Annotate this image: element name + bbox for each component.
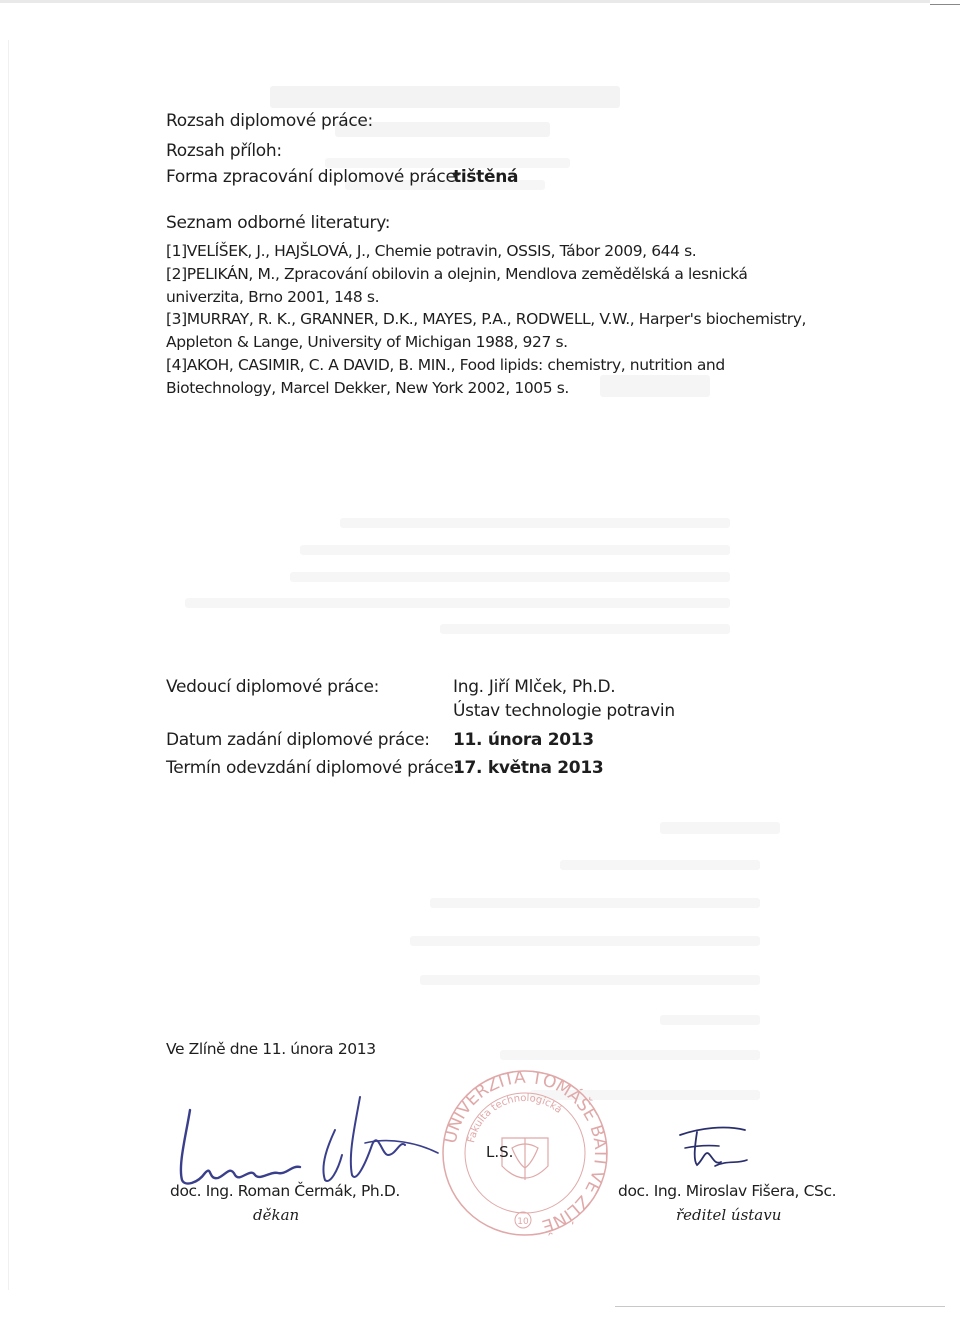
supervisor-department: Ústav technologie potravin	[453, 701, 675, 721]
stamp-inner-text: Fakulta technologická	[466, 1092, 564, 1144]
literature-line: [2]PELIKÁN, M., Zpracování obilovin a olejnin, Mendlova zemědělská a lesnická	[166, 265, 748, 283]
assigned-date-label: Datum zadání diplomové práce:	[166, 730, 430, 750]
scan-edge-left	[8, 40, 9, 1290]
literature-line: Biotechnology, Marcel Dekker, New York 2002, 1005 s.	[166, 379, 569, 397]
literature-line: [3]MURRAY, R. K., GRANNER, D.K., MAYES, P.A., RODWELL, V.W., Harper's biochemistry,	[166, 310, 807, 328]
literature-line: univerzita, Brno 2001, 148 s.	[166, 288, 380, 306]
director-signature	[675, 1120, 765, 1180]
dean-name: doc. Ing. Roman Čermák, Ph.D.	[170, 1182, 400, 1200]
scan-edge-bottom	[615, 1306, 945, 1307]
literature-line: Appleton & Lange, University of Michigan 1988, 927 s.	[166, 333, 568, 351]
dean-role: děkan	[253, 1206, 300, 1224]
scan-edge-top-right	[930, 4, 960, 5]
director-role: ředitel ústavu	[676, 1206, 782, 1224]
supervisor-label: Vedoucí diplomové práce:	[166, 677, 380, 697]
university-stamp	[440, 1068, 610, 1238]
literature-title: Seznam odborné literatury:	[166, 213, 391, 233]
scope-appendix-label: Rozsah příloh:	[166, 141, 282, 161]
director-name: doc. Ing. Miroslav Fišera, CSc.	[618, 1182, 837, 1200]
assigned-date-value: 11. února 2013	[453, 730, 594, 750]
literature-line: [1]VELÍŠEK, J., HAJŠLOVÁ, J., Chemie potravin, OSSIS, Tábor 2009, 644 s.	[166, 242, 697, 260]
scan-edge-top	[0, 0, 930, 3]
due-date-label: Termín odevzdání diplomové práce:	[166, 758, 459, 778]
dean-signature	[160, 1085, 450, 1195]
place-date: Ve Zlíně dne 11. února 2013	[166, 1040, 376, 1058]
literature-line: [4]AKOH, CASIMIR, C. A DAVID, B. MIN., Food lipids: chemistry, nutrition and	[166, 356, 725, 374]
stamp-outer-text: UNIVERZITA TOMÁŠE BATI VE ZLÍNĚ	[440, 1067, 611, 1236]
form-value: tištěná	[453, 167, 519, 187]
ls-mark: L.S.	[486, 1143, 514, 1161]
stamp-number: 10	[517, 1217, 529, 1227]
supervisor-name: Ing. Jiří Mlček, Ph.D.	[453, 677, 616, 697]
form-label: Forma zpracování diplomové práce:	[166, 167, 462, 187]
scope-thesis-label: Rozsah diplomové práce:	[166, 111, 373, 131]
due-date-value: 17. května 2013	[453, 758, 604, 778]
